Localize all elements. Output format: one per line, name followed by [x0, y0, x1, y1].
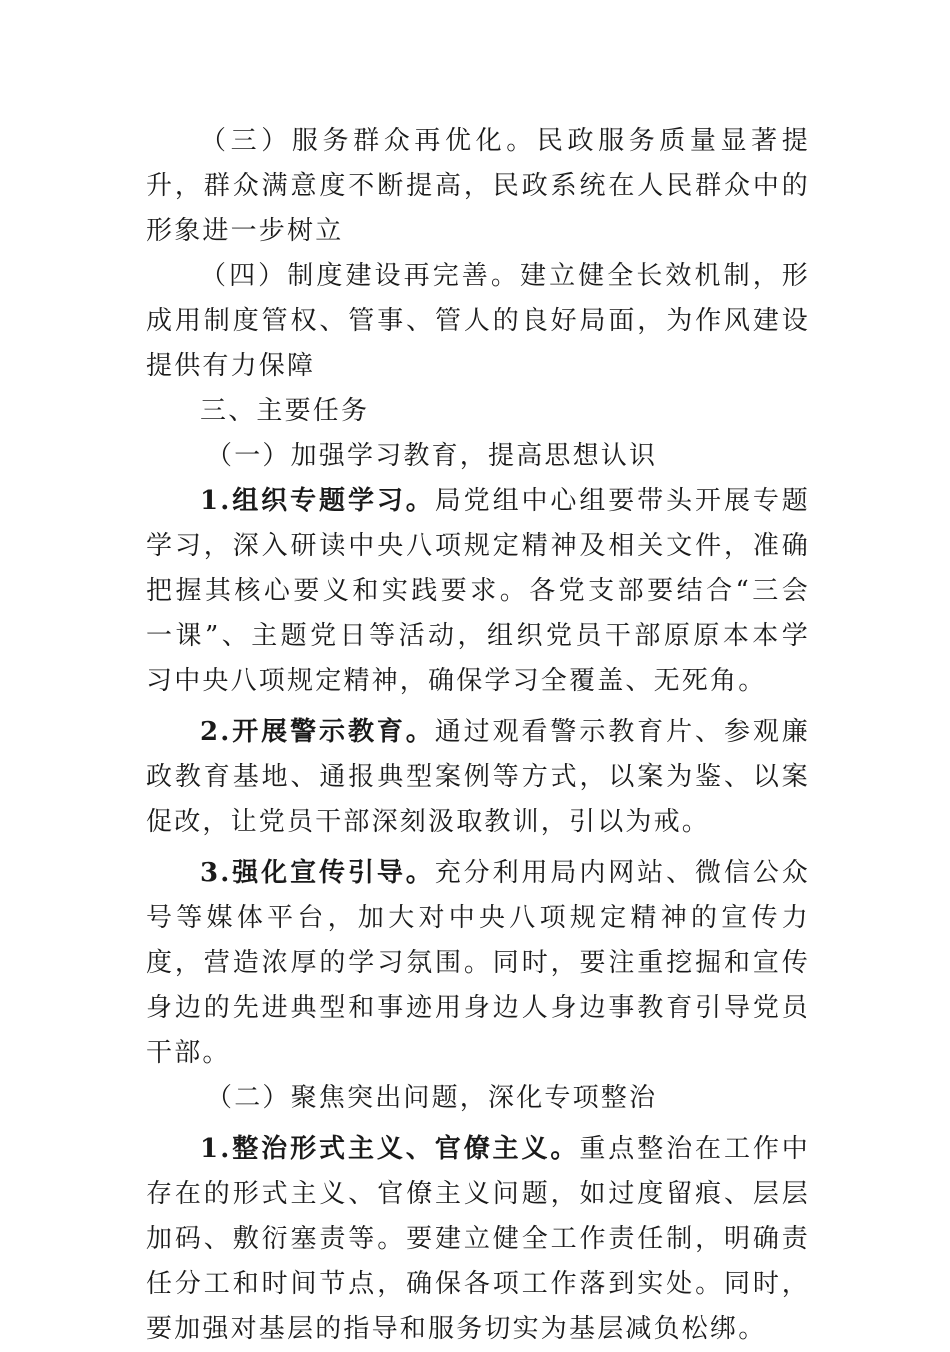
part-one-title: （一）加强学习教育，提高思想认识	[206, 441, 658, 471]
part-two-title: （二）聚焦突出问题，深化专项整治	[206, 1083, 658, 1113]
task-1-2-lead: 2.开展警示教育。	[200, 717, 435, 747]
task-1-2-text: 通过观看警示教育片、参观廉政教育基地、通报典型案例等方式，以案为鉴、以案促改，让党员干部深刻汲取教训，引以为戒。	[146, 717, 810, 837]
goal-item-3-lead: （三）服务群众再优化。	[200, 126, 537, 156]
goal-item-4	[146, 254, 810, 389]
task-1-1-text: 局党组中心组要带头开展专题学习，深入研读中央八项规定精神及相关文件，准确把握其核心要义和实践要求。各党支部要结合“三会一课”、主题党日等活动，组织党员干部原原本本学习中央八项规定精神，确保学习全覆盖、无死角。	[146, 486, 810, 696]
section-three-title: 三、主要任务	[200, 396, 370, 426]
task-2-1	[146, 1127, 810, 1352]
goal-item-4-text: 建立健全长效机制，形成用制度管权、管事、管人的良好局面，为作风建设提供有力保障	[146, 261, 810, 381]
task-1-3-text: 充分利用局内网站、微信公众号等媒体平台，加大对中央八项规定精神的宣传力度，营造浓厚的学习氛围。同时，要注重挖掘和宣传身边的先进典型和事迹用身边人身边事教育引导党员干部。	[146, 858, 810, 1068]
goal-item-3	[146, 119, 810, 254]
goal-item-3-text: 民政服务质量显著提升，群众满意度不断提高，民政系统在人民群众中的形象进一步树立	[146, 126, 810, 246]
task-1-3	[146, 851, 810, 1076]
task-1-2	[146, 710, 810, 845]
task-2-1-text: 重点整治在工作中存在的形式主义、官僚主义问题，如过度留痕、层层加码、敷衍塞责等。要建立健全工作责任制，明确责任分工和时间节点，确保各项工作落到实处。同时，要加强对基层的指导和服务切实为基层减负松绑。	[146, 1134, 810, 1344]
document-body	[146, 119, 810, 1352]
task-2-1-lead: 1.整治形式主义、官僚主义。	[200, 1134, 580, 1164]
task-1-1	[146, 479, 810, 704]
task-1-1-lead: 1.组织专题学习。	[200, 486, 435, 516]
goal-item-4-lead: （四）制度建设再完善。	[200, 261, 520, 291]
task-1-3-lead: 3.强化宣传引导。	[200, 858, 435, 888]
